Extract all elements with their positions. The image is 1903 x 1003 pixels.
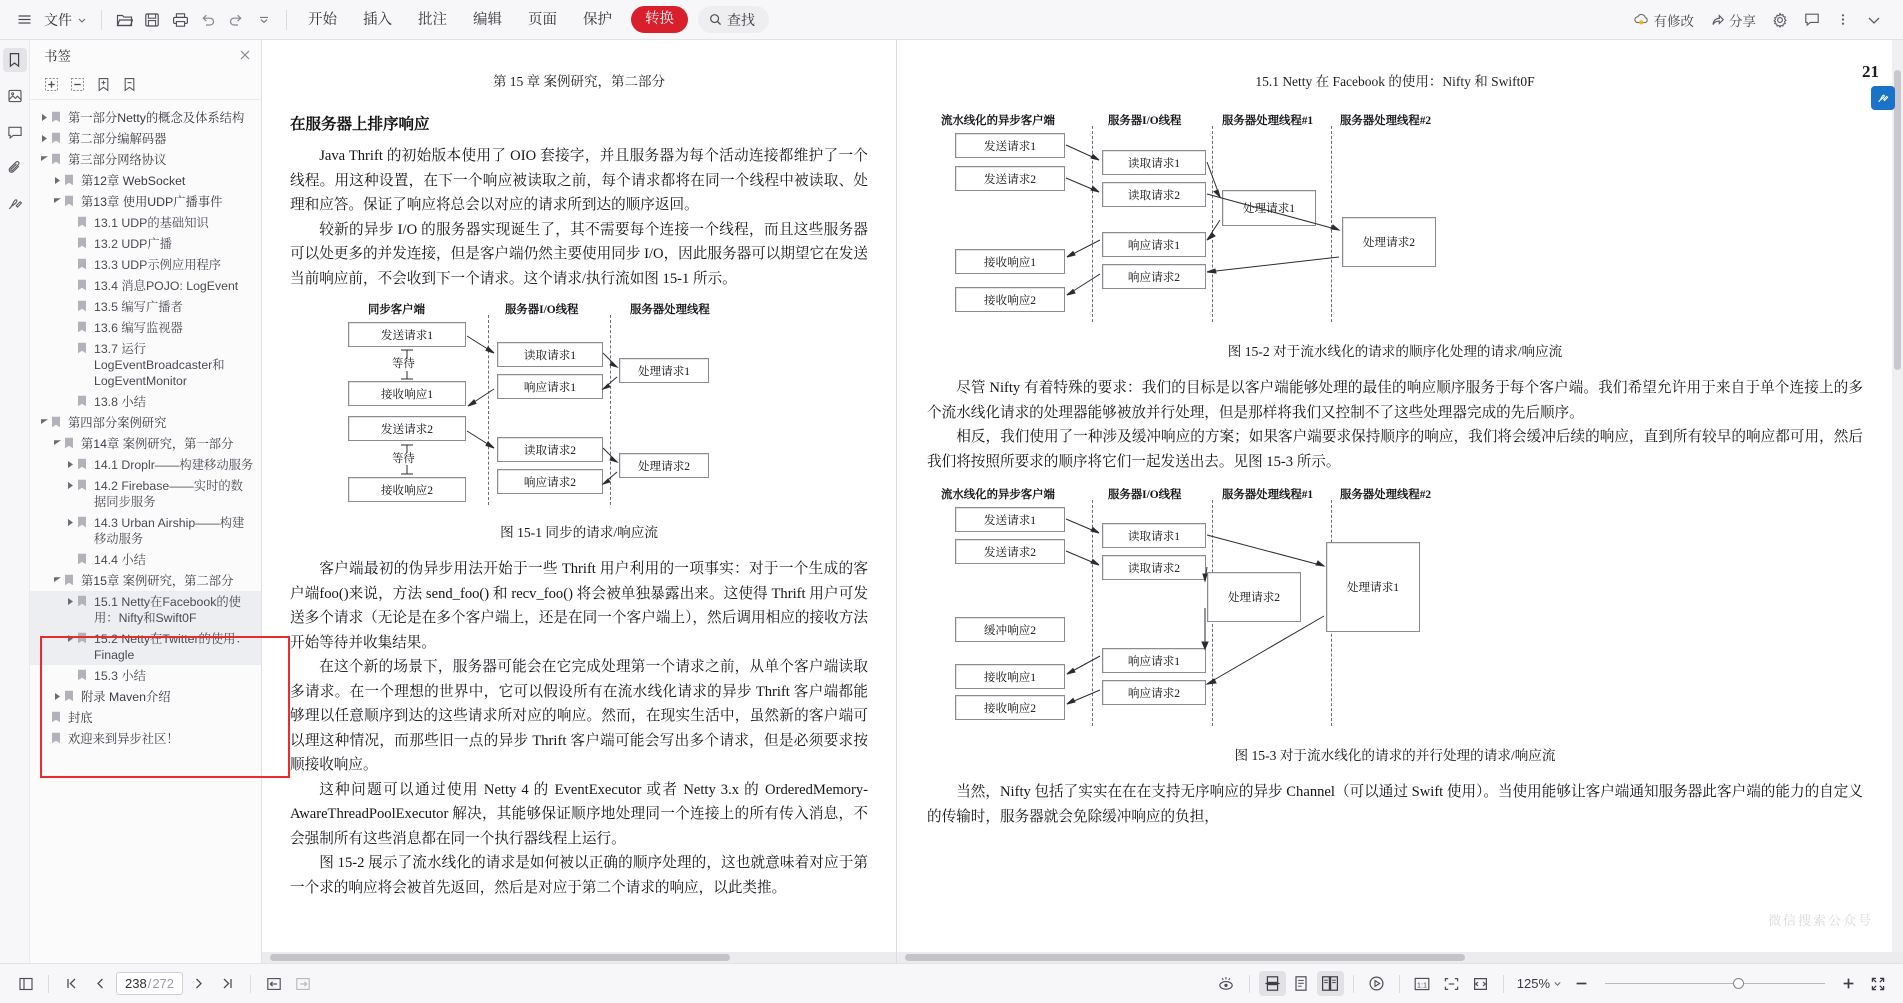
- figure-box: 处理请求2: [1207, 572, 1301, 622]
- figure-box: 发送请求2: [955, 539, 1065, 564]
- bookmark-item-label: 15.2 Netty在Twitter的使用：Finagle: [94, 631, 248, 662]
- document-viewport[interactable]: [262, 40, 1903, 963]
- bookmark-item[interactable]: [30, 170, 261, 191]
- bookmark-item-label: 13.3 UDP示例应用程序: [94, 257, 222, 272]
- bookmark-item-label: 第15章 案例研究，第二部分: [81, 573, 234, 588]
- page-running-head-left: 第 15 章 案例研究，第二部分: [492, 74, 666, 89]
- page-hscroll-thumb[interactable]: [270, 954, 730, 961]
- bookmark-item-label: 第12章 WebSocket: [81, 173, 186, 188]
- figure-caption: 图 15-2 对于流水线化的请求的顺序化处理的请求/响应流: [1227, 344, 1563, 359]
- add-bookmark-icon[interactable]: [40, 74, 62, 96]
- figure-column-header: 流水线化的异步客户端: [941, 115, 1055, 127]
- body-paragraph: Java Thrift 的初始版本使用了 OIO 套接字，并且服务器为每个活动连接都维护了一个线程。用这种设置，在下一个响应被读取之前，每个请求都将在同一个线程中被读取、处理和应答。保证了响应将总会以对应的请求所到达的顺序返回。: [290, 148, 868, 213]
- document-page-left: [262, 40, 897, 963]
- page-folio: 21: [1862, 62, 1879, 81]
- body-paragraph: 相反，我们使用了一种涉及缓冲响应的方案；如果客户端要求保持顺序的响应，我们将会缓冲后续的响应，直到所有较早的响应都可用，然后我们将按照所要求的顺序将它们一起发送出去。见图 15-3 所示。: [927, 429, 1863, 470]
- cloud-status-label: 有修改: [1653, 13, 1694, 29]
- status-divider-5: [1399, 975, 1400, 993]
- bookmark-icon: [64, 194, 78, 207]
- bookmark-item-label: 第二部分编解码器: [68, 131, 167, 146]
- figure-15-3: [935, 486, 1863, 736]
- search-icon: [709, 13, 722, 26]
- figure-connectors: [290, 301, 730, 513]
- bookmark-item[interactable]: [30, 549, 261, 570]
- bookmark-icon: [51, 110, 65, 123]
- twisty-placeholder: [64, 552, 77, 555]
- share-icon: [1710, 12, 1725, 27]
- bookmark-item-label: 13.6 编写监视器: [94, 320, 183, 335]
- svg-text:1:1: 1:1: [1417, 979, 1428, 989]
- bookmark-icon: [77, 394, 91, 407]
- bookmark-item[interactable]: [30, 412, 261, 433]
- collapse-all-icon[interactable]: [118, 74, 140, 96]
- chevron-right-icon[interactable]: [64, 457, 77, 469]
- gear-icon[interactable]: [1765, 6, 1795, 34]
- bookmark-item[interactable]: [30, 233, 261, 254]
- bookmark-item-label: 第四部分案例研究: [68, 415, 167, 430]
- bookmark-item-label: 13.4 消息POJO: LogEvent: [94, 278, 239, 293]
- figure-box: 响应请求2: [1102, 264, 1206, 289]
- zoom-level-value: 125%: [1516, 976, 1550, 991]
- figure-box: 读取请求2: [1102, 182, 1206, 207]
- bookmark-icon: [77, 341, 91, 354]
- document-vscrollbar[interactable]: [1892, 40, 1903, 952]
- bookmark-item[interactable]: [30, 107, 261, 128]
- bookmark-item-label: 14.3 Urban Airship——构建移动服务: [94, 515, 245, 546]
- figure-box: 读取请求2: [497, 437, 603, 462]
- bookmarks-panel-title: 书签: [44, 49, 71, 64]
- chevron-down-icon[interactable]: [38, 152, 51, 162]
- tab-protect[interactable]: 保护: [583, 11, 612, 28]
- zoom-out-button[interactable]: [1568, 971, 1595, 996]
- bookmark-item[interactable]: [30, 296, 261, 317]
- figure-wait-label: 等待: [392, 358, 415, 370]
- bookmark-item-label: 第一部分Netty的概念及体系结构: [68, 110, 245, 125]
- save-icon[interactable]: [138, 6, 166, 34]
- tab-edit[interactable]: 编辑: [473, 11, 502, 28]
- page-spread: [262, 40, 1903, 963]
- rail-item-bookmarks[interactable]: [3, 48, 27, 72]
- current-page-value: 238: [125, 976, 147, 991]
- bookmark-item[interactable]: [30, 338, 261, 391]
- figure-box: 接收响应2: [955, 695, 1065, 720]
- bookmark-item-label: 15.1 Netty在Facebook的使用：Nifty和Swift0F: [94, 594, 241, 625]
- expand-all-icon[interactable]: [92, 74, 114, 96]
- bookmark-item-label: 14.1 Droplr——构建移动服务: [94, 457, 254, 472]
- page-hscroll-thumb[interactable]: [905, 954, 1465, 961]
- figure-wait-label: 等待: [392, 453, 415, 465]
- continuous-scroll-icon[interactable]: [1259, 971, 1286, 996]
- figure-box: 发送请求1: [348, 322, 466, 347]
- bookmark-icon: [77, 631, 91, 644]
- figure-column-header: 服务器I/O线程: [505, 304, 579, 316]
- figure-column-header: 服务器I/O线程: [1108, 489, 1182, 501]
- total-pages-value: 272: [152, 976, 175, 991]
- bookmark-item[interactable]: [30, 665, 261, 686]
- figure-column-header: 服务器处理线程#2: [1340, 115, 1432, 127]
- chevron-right-icon[interactable]: [64, 631, 77, 643]
- bookmark-icon: [77, 515, 91, 528]
- bookmark-item[interactable]: [30, 254, 261, 275]
- bookmark-item-label: 14.2 Firebase——实时的数据同步服务: [94, 478, 243, 509]
- chevron-down-icon[interactable]: [38, 415, 51, 425]
- chevron-right-icon[interactable]: [51, 689, 64, 701]
- bookmark-item[interactable]: [30, 128, 261, 149]
- figure-15-2: [935, 112, 1863, 332]
- undo-icon[interactable]: [194, 6, 222, 34]
- chevron-right-icon[interactable]: [38, 131, 51, 143]
- fit-width-icon[interactable]: [1467, 971, 1494, 996]
- tab-page[interactable]: 页面: [528, 11, 557, 28]
- twisty-placeholder: [64, 278, 77, 281]
- bookmark-item[interactable]: [30, 707, 261, 728]
- bookmark-item-label: 15.3 小结: [94, 668, 146, 683]
- chevron-right-icon[interactable]: [64, 594, 77, 606]
- bookmark-icon: [77, 299, 91, 312]
- body-paragraph: 当然，Nifty 包括了实实在在在支持无序响应的异步 Channel（可以通过 Swift 使用）。当使用能够让客户端通知服务器此客户端的能力的自定义的传输时，服务器就会免除缓冲响应的负担，: [927, 784, 1863, 825]
- bookmark-item-label: 14.4 小结: [94, 552, 146, 567]
- body-paragraph: 客户端最初的伪异步用法开始于一些 Thrift 用户利用的一项事实：对于一个生成的客户端foo()来说，方法 send_foo() 和 recv_foo() 将会被单独暴露出来。这使得 Thrift 用户可发送多个请求（无论是在多个客户端上，还是在同一个客户端上），然后调用相应的接收方法开始等待并收集结果。: [290, 561, 868, 651]
- figure-box: 读取请求2: [1102, 555, 1206, 580]
- open-folder-icon[interactable]: [110, 6, 138, 34]
- bookmark-item[interactable]: [30, 570, 261, 591]
- body-paragraph: 尽管 Nifty 有着特殊的要求：我们的目标是以客户端能够处理的最佳的响应顺序服务于每个客户端。我们希望允许用于来自于单个连接上的多个流水线化请求的处理器能够被放并行处理，但是那样将我们又控制不了这些处理器完成的先后顺序。: [927, 380, 1863, 421]
- tab-home[interactable]: 开始: [308, 11, 337, 28]
- bookmark-icon: [64, 573, 78, 586]
- bookmark-icon: [77, 320, 91, 333]
- panel-toggle-icon[interactable]: [12, 971, 39, 996]
- bookmark-icon: [51, 710, 65, 723]
- twisty-placeholder: [64, 299, 77, 302]
- bookmark-item-label: 附录 Maven介绍: [81, 689, 171, 704]
- bookmark-icon: [77, 215, 91, 228]
- figure-box: 响应请求1: [497, 374, 603, 399]
- bookmark-item[interactable]: [30, 454, 261, 475]
- twisty-placeholder: [64, 236, 77, 239]
- presentation-icon[interactable]: [1363, 971, 1390, 996]
- chevron-down-icon: [77, 15, 87, 25]
- bookmark-item-label: 第三部分网络协议: [68, 152, 167, 167]
- figure-box: 处理请求2: [619, 453, 709, 478]
- bookmark-item[interactable]: [30, 728, 261, 749]
- remove-bookmark-icon[interactable]: [66, 74, 88, 96]
- bookmark-item-label: 13.1 UDP的基础知识: [94, 215, 209, 230]
- bookmark-item[interactable]: [30, 317, 261, 338]
- single-page-icon[interactable]: [1288, 971, 1315, 996]
- chevron-right-icon[interactable]: [64, 515, 77, 527]
- figure-box: 处理请求1: [1222, 190, 1316, 226]
- bookmark-item[interactable]: [30, 275, 261, 296]
- figure-box: 接收响应2: [955, 287, 1065, 312]
- figure-column-header: 同步客户端: [368, 304, 425, 316]
- twisty-placeholder: [38, 731, 51, 734]
- twisty-placeholder: [64, 394, 77, 397]
- page-running-head-right: 15.1 Netty 在 Facebook 的使用：Nifty 和 Swift0F: [1255, 74, 1535, 89]
- figure-connectors: [935, 486, 1455, 736]
- first-page-icon[interactable]: [58, 971, 85, 996]
- figure-15-1: [290, 301, 868, 513]
- status-divider-6: [1503, 975, 1504, 993]
- close-icon[interactable]: [239, 49, 251, 61]
- zoom-level-selector[interactable]: [1513, 976, 1566, 991]
- figure-connectors: [935, 112, 1455, 332]
- twisty-placeholder: [64, 320, 77, 323]
- customize-chevron-icon[interactable]: [250, 6, 278, 34]
- chevron-down-icon: [1553, 979, 1562, 988]
- figure-column-header: 流水线化的异步客户端: [941, 489, 1055, 501]
- actual-size-icon[interactable]: [1409, 971, 1436, 996]
- hamburger-icon[interactable]: [10, 6, 38, 34]
- status-divider-4: [1353, 975, 1354, 993]
- bookmark-item-label: 13.7 运行LogEventBroadcaster和LogEventMonitor: [94, 341, 225, 388]
- bookmarks-tree[interactable]: [30, 100, 261, 963]
- collapse-ribbon-icon[interactable]: [1859, 6, 1889, 34]
- bookmark-item-label: 封底: [68, 710, 93, 725]
- rail-item-signature[interactable]: [3, 192, 27, 216]
- page-hscrollbar-right[interactable]: [897, 952, 1903, 963]
- tab-insert[interactable]: 插入: [363, 11, 392, 28]
- file-menu-label: 文件: [44, 11, 72, 28]
- zoom-in-button[interactable]: [1835, 971, 1862, 996]
- twisty-placeholder: [38, 710, 51, 713]
- bookmark-icon: [77, 236, 91, 249]
- fullscreen-icon[interactable]: [1864, 971, 1891, 996]
- bookmark-icon: [77, 457, 91, 470]
- floating-action-button[interactable]: [1871, 86, 1895, 110]
- figure-box: 响应请求2: [1102, 680, 1206, 705]
- share-label: 分享: [1729, 13, 1756, 29]
- figure-box: 响应请求1: [1102, 232, 1206, 257]
- status-divider-2: [250, 975, 251, 993]
- bookmark-icon: [64, 689, 78, 702]
- bookmark-icon: [51, 415, 65, 428]
- file-menu-button[interactable]: [38, 6, 93, 34]
- bookmark-icon: [51, 131, 65, 144]
- search-label: 查找: [727, 11, 755, 28]
- figure-box: 发送请求2: [955, 166, 1065, 191]
- body-paragraph: 较新的异步 I/O 的服务器实现诞生了，其不需要每个连接一个线程，而且这些服务器可以处更多的并发连接，但是客户端仍然主要使用同步 I/O，因此服务器可以期望它在发送当前响应前，不会收到下一个请求。这个请求/执行流如图 15-1 所示。: [290, 221, 868, 287]
- figure-box: 读取请求1: [1102, 150, 1206, 175]
- bookmarks-panel-header: [30, 40, 261, 70]
- rail-item-attachments[interactable]: [3, 156, 27, 180]
- section-heading: 在服务器上排序响应: [290, 116, 430, 133]
- twisty-placeholder: [64, 668, 77, 671]
- figure-column-header: 服务器处理线程#2: [1340, 489, 1432, 501]
- twisty-placeholder: [64, 257, 77, 260]
- toolbar-right-group: [1626, 6, 1894, 34]
- figure-box: 接收响应1: [955, 664, 1065, 689]
- rail-item-thumbnails[interactable]: [3, 84, 27, 108]
- figure-box: 处理请求1: [1326, 542, 1420, 632]
- twisty-placeholder: [64, 215, 77, 218]
- figure-box: 处理请求2: [1342, 217, 1436, 267]
- figure-caption: 图 15-1 同步的请求/响应流: [500, 525, 658, 540]
- figure-column-header: 服务器处理线程: [630, 304, 710, 316]
- body-paragraph: 图 15-2 展示了流水线化的请求是如何被以正确的顺序处理的，这也就意味着对应于第一个求的响应将会被首先返回，然后是对应于第二个请求的响应，以此类推。: [290, 855, 868, 896]
- bookmark-item[interactable]: [30, 391, 261, 412]
- toolbar-divider-2: [286, 10, 287, 30]
- figure-caption: 图 15-3 对于流水线化的请求的并行处理的请求/响应流: [1234, 748, 1556, 763]
- chevron-down-icon[interactable]: [51, 573, 64, 583]
- status-divider: [48, 975, 49, 993]
- body-paragraph: 在这个新的场景下，服务器可能会在它完成处理第一个请求之前，从单个客户端读取多请求。在一个理想的世界中，它可以假设所有在流水线化请求的异步 Thrift 客户端都能够理以任意顺序到达的这些请求所对应的响应。然而，在现实生活中，虽然新的客户端可以理这种情况，而那些旧一点的异步 Thrift 客户端可能会写出多个请求，但是必须要求按顺接收响应。: [290, 659, 868, 773]
- zoom-slider-track: [1605, 983, 1825, 985]
- last-page-icon[interactable]: [214, 971, 241, 996]
- cloud-modified-icon: [1633, 12, 1650, 27]
- page-separator: /: [147, 976, 152, 991]
- bookmark-icon: [51, 731, 65, 744]
- feedback-comment-icon[interactable]: [1797, 6, 1827, 34]
- two-page-icon[interactable]: [1317, 971, 1344, 996]
- bookmark-item[interactable]: [30, 591, 261, 628]
- bookmark-icon: [77, 278, 91, 291]
- workspace: [0, 40, 1903, 963]
- figure-box: 发送请求1: [955, 133, 1065, 158]
- convert-button[interactable]: 转换: [631, 6, 688, 33]
- bookmark-item-label: 13.8 小结: [94, 394, 146, 409]
- bookmark-icon: [77, 478, 91, 491]
- back-icon[interactable]: [260, 971, 287, 996]
- sidebar-rail: [0, 40, 30, 963]
- bookmark-item[interactable]: [30, 212, 261, 233]
- bookmark-icon: [64, 173, 78, 186]
- fit-page-icon[interactable]: [1438, 971, 1465, 996]
- page-number-input[interactable]: [116, 972, 183, 995]
- figure-column-header: 服务器处理线程#1: [1222, 489, 1314, 501]
- rail-item-comments[interactable]: [3, 120, 27, 144]
- figure-box: 接收响应1: [955, 249, 1065, 274]
- read-aloud-icon[interactable]: [1213, 971, 1240, 996]
- bookmark-item[interactable]: [30, 512, 261, 549]
- chevron-right-icon[interactable]: [64, 478, 77, 490]
- document-vscroll-thumb[interactable]: [1894, 70, 1901, 370]
- figure-box: 接收响应1: [348, 381, 466, 406]
- main-toolbar: [0, 0, 1903, 40]
- figure-box: 发送请求1: [955, 507, 1065, 532]
- zoom-slider-knob[interactable]: [1733, 978, 1744, 989]
- figure-box: 处理请求1: [619, 358, 709, 383]
- figure-column-header: 服务器处理线程#1: [1222, 115, 1314, 127]
- figure-box: 响应请求1: [1102, 648, 1206, 673]
- bookmark-icon: [77, 668, 91, 681]
- chevron-down-icon[interactable]: [51, 194, 64, 204]
- print-icon[interactable]: [166, 6, 194, 34]
- bookmark-icon: [77, 594, 91, 607]
- bookmark-item-label: 13.5 编写广播者: [94, 299, 183, 314]
- zoom-slider[interactable]: [1605, 977, 1825, 991]
- more-vertical-icon[interactable]: [1829, 6, 1857, 34]
- figure-box: 缓冲响应2: [955, 617, 1065, 642]
- bookmark-item[interactable]: [30, 628, 261, 665]
- chevron-down-icon[interactable]: [51, 436, 64, 446]
- status-divider-3: [1249, 975, 1250, 993]
- bookmark-icon: [51, 152, 65, 165]
- bookmark-icon: [77, 257, 91, 270]
- status-bar: [0, 963, 1903, 1003]
- chevron-right-icon[interactable]: [51, 173, 64, 185]
- page-hscrollbar-left[interactable]: [262, 952, 896, 963]
- next-page-icon[interactable]: [185, 971, 212, 996]
- bookmark-item-label: 第13章 使用UDP广播事件: [81, 194, 223, 209]
- figure-box: 响应请求2: [497, 469, 603, 494]
- body-paragraph: 这种问题可以通过使用 Netty 4 的 EventExecutor 或者 Netty 3.x 的 OrderedMemory-AwareThreadPoolExecutor 解决，其能够保证顺序地处理同一个连接上的所有传入消息，不会强制所有这些消息都在同一个执行器线程上运行。: [290, 781, 868, 847]
- bookmark-icon: [64, 436, 78, 449]
- redo-icon[interactable]: [222, 6, 250, 34]
- twisty-placeholder: [64, 341, 77, 344]
- share-button[interactable]: [1703, 6, 1763, 34]
- bookmark-item[interactable]: [30, 149, 261, 170]
- cloud-status-button[interactable]: [1626, 6, 1702, 34]
- bookmark-item-label: 13.2 UDP广播: [94, 236, 172, 251]
- prev-page-icon[interactable]: [87, 971, 114, 996]
- forward-icon[interactable]: [289, 971, 316, 996]
- figure-box: 读取请求1: [1102, 523, 1206, 548]
- figure-box: 发送请求2: [348, 416, 466, 441]
- bookmark-item[interactable]: [30, 686, 261, 707]
- figure-column-header: 服务器I/O线程: [1108, 115, 1182, 127]
- bookmark-item-label: 欢迎来到异步社区！: [68, 731, 179, 746]
- document-page-right: [897, 40, 1903, 963]
- toolbar-divider: [101, 10, 102, 30]
- chevron-right-icon[interactable]: [38, 110, 51, 122]
- figure-box: 读取请求1: [497, 342, 603, 367]
- bookmark-icon: [77, 552, 91, 565]
- bookmarks-toolbar: [30, 70, 261, 100]
- figure-box: 接收响应2: [348, 477, 466, 502]
- bookmark-item[interactable]: [30, 475, 261, 512]
- page-watermark: 微信搜索公众号: [1767, 913, 1873, 928]
- bookmark-item-label: 第14章 案例研究，第一部分: [81, 436, 234, 451]
- bookmark-item[interactable]: [30, 191, 261, 212]
- tab-annotate[interactable]: 批注: [418, 11, 447, 28]
- bookmark-item[interactable]: [30, 433, 261, 454]
- search-button[interactable]: [698, 6, 769, 33]
- bookmarks-panel: [30, 40, 262, 963]
